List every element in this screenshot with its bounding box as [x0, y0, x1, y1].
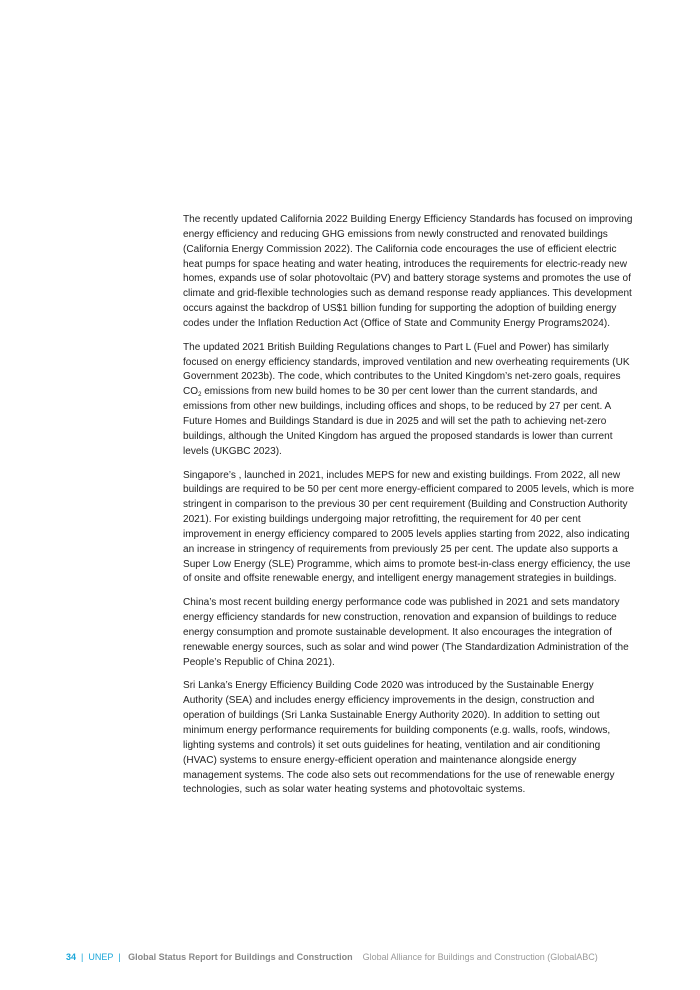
- page-number: 34: [66, 952, 77, 962]
- co2-subscript: 2: [198, 392, 202, 399]
- paragraph-british-text-a: The updated 2021 British Building Regulations changes to Part L (Fuel and Power) has similarly focused on energy efficiency standards, improved ventilation and new overheating requirements (UK Government 2023b). The code, which contributes to the United Kingdom’s net-zero goals, requires CO: [183, 341, 630, 398]
- paragraph-california: The recently updated California 2022 Building Energy Efficiency Standards has focused on improving energy efficiency and reducing GHG emissions from newly constructed and renovated buildings (California Energy Commission 2022). The California code encourages the use of efficient electric heat pumps for space heating and water heating, introduces the requirements for electric-ready new homes, expands use of solar photovoltaic (PV) and battery storage systems and promotes the use of climate and grid-flexible technologies such as demand response ready appliances. This development occurs against the backdrop of US$1 billion funding for supporting the adoption of building energy codes under the Inflation Reduction Act (Office of State and Community Energy Programs2024).: [183, 214, 633, 329]
- footer-org: UNEP: [88, 952, 114, 962]
- paragraph-sri-lanka: Sri Lanka’s Energy Efficiency Building Code 2020 was introduced by the Sustainable Energy Authority (SEA) and includes energy efficiency improvements in the design, construction and operation of buildings (Sri Lanka Sustainable Energy Authority 2020). In addition to setting out minimum energy performance requirements for building components (e.g. walls, roofs, windows, lighting systems and controls) it set outs guidelines for heating, ventilation and air conditioning (HVAC) systems to ensure energy-efficient operation and maintenance alongside energy management systems. The code also sets out recommendations for the use of renewable energy technologies, such as solar water heating systems and photovoltaic systems.: [183, 680, 615, 796]
- paragraph-british-text-b: emissions from new build homes to be 30 per cent lower than the current standards, and emissions from other new buildings, including offices and shops, to be reduced by 27 per cent. A Future Homes and Buildings Standard is due in 2025 and will set the path to achieving net-zero buildings, although the United Kingdom has argued the proposed standards is lower than current levels (UKGBC 2023).: [183, 386, 613, 457]
- body-text: [183, 213, 635, 807]
- footer-report-title: Global Status Report for Buildings and Construction: [128, 952, 353, 962]
- page-footer: [66, 952, 598, 962]
- footer-alliance: Global Alliance for Buildings and Construction (GlobalABC): [362, 952, 598, 962]
- footer-separator-1: |: [81, 952, 84, 962]
- paragraph-singapore: Singapore’s , launched in 2021, includes MEPS for new and existing buildings. From 2022, all new buildings are required to be 50 per cent more energy-efficient compared to 2005 levels, which is more stringent in comparison to the previous 30 per cent requirement (Building and Construction Authority 2021). For existing buildings undergoing major retrofitting, the requirement for 40 per cent improvement in energy efficiency compared to 2005 levels applies starting from 2022, also indicating an increase in stringency of requirements from previously 25 per cent. The update also supports a Super Low Energy (SLE) Programme, which aims to promote best-in-class energy efficiency, the use of onsite and offsite renewable energy, and intelligent energy management strategies in buildings.: [183, 469, 635, 585]
- paragraph-british: [183, 341, 635, 460]
- footer-separator-2: |: [118, 952, 121, 962]
- paragraph-china: China’s most recent building energy performance code was published in 2021 and sets mandatory energy efficiency standards for new construction, renovation and expansion of buildings to reduce energy consumption and promote sustainable development. It also encourages the integration of renewable energy sources, such as solar and wind power (The Standardization Administration of the People’s Republic of China 2021).: [183, 597, 629, 668]
